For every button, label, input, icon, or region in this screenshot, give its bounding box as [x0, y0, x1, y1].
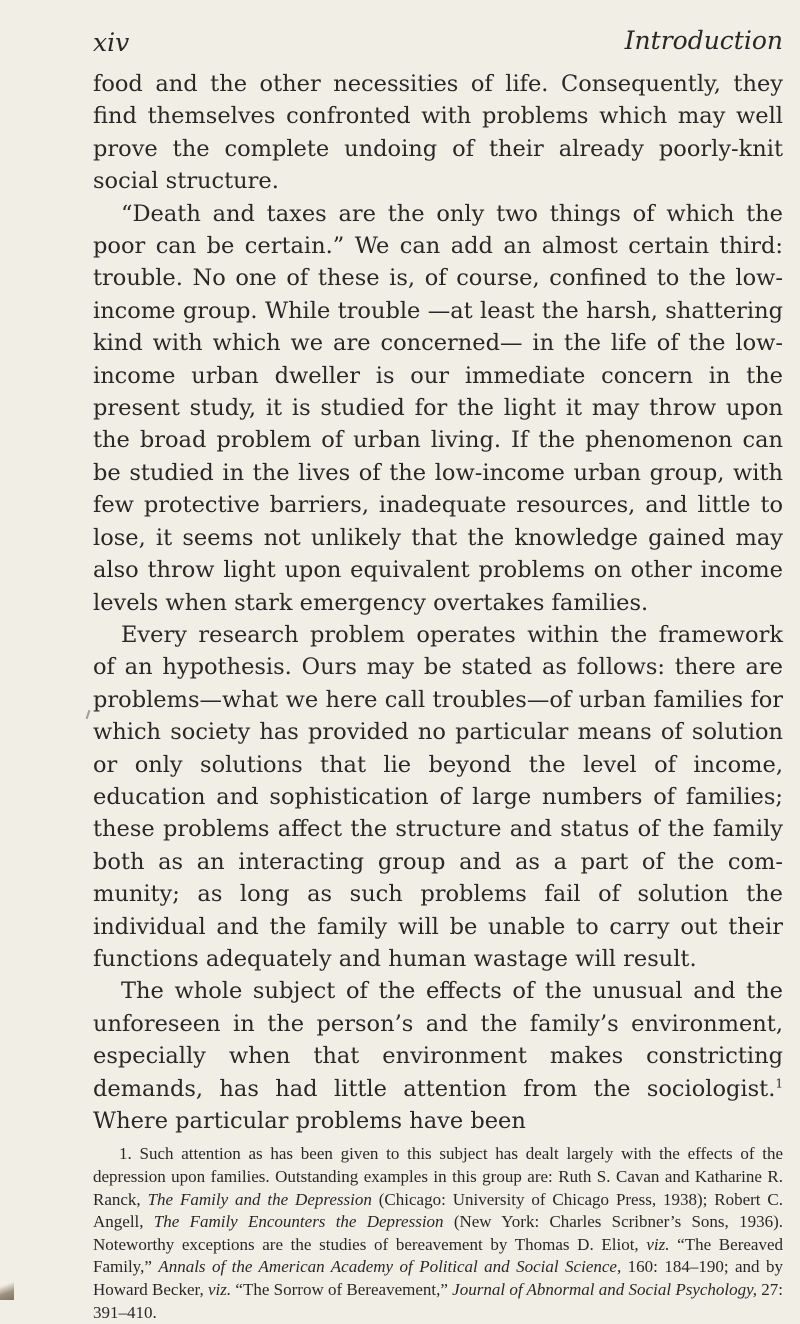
footnote-1: [93, 1143, 783, 1324]
footnote-text: (Chicago: University of Chicago Press, 1938); Robert C. Angell,: [93, 1189, 783, 1232]
running-head: [93, 0, 783, 64]
book-title: The Family and the Depression: [147, 1189, 372, 1209]
footnote-text: Such attention as has been given to this subject has dealt largely with the effects of the depression upon families. Outstanding examples in this group are: Ruth S. Cavan and Katharine R. Ranck,: [93, 1144, 784, 1209]
journal-title: Journal of Abnormal and Social Psychology,: [452, 1279, 757, 1299]
margin-mark: [86, 710, 91, 719]
chapter-title: Introduction: [624, 26, 783, 55]
footnote-text: 160: 184–190; and by Howard Becker,: [93, 1257, 783, 1299]
footnote-reference: 1: [775, 1076, 783, 1091]
paragraph-text-tail: Where particular problems have been: [93, 1108, 526, 1134]
paragraph-continuation: food and the other necessities of life. Consequently, they find themselves confronted with problems which may well prove the complete undoing of their already poorly-knit social structure.: [93, 71, 783, 195]
page-number: xiv: [93, 28, 130, 57]
journal-title: Annals of the American Academy of Political and Social Science,: [158, 1257, 622, 1277]
paragraph-death-and-taxes: “Death and taxes are the only two things of which the poor can be certain.” We can add an almost certain third: trouble. No one of these is, of course, confined to the low-income group. While trouble —at least the harsh, shattering kind with which we are concerned— in the life of the low-income urban dweller is our immediate concern in the present study, it is studied for the light it may throw upon the broad problem of urban living. If the phenomenon can be studied in the lives of the low-income urban group, with few protective barriers, inadequate resources, and little to lose, it seems not unlikely that the knowledge gained may also throw light upon equivalent problems on other income levels when stark emergency overtakes families.: [93, 200, 783, 616]
book-title: The Family Encounters the Depression: [153, 1212, 444, 1232]
footnote-text: “The Sorrow of Bereavement,”: [231, 1279, 453, 1299]
footnote: [93, 1143, 783, 1324]
footnote-text: (New York: Charles Scribner’s Sons, 1936). Noteworthy exceptions are the studies of bereavement by Thomas D. Eliot,: [93, 1212, 783, 1254]
book-page: [93, 0, 783, 1324]
viz-abbrev: viz.: [646, 1234, 670, 1254]
body-text: [93, 68, 783, 1137]
paragraph-hypothesis: Every research problem operates within the framework of an hypothesis. Ours may be stated as follows: there are problems—what we here call troubles—of urban families for which society has provided no particular means of solution or only solutions that lie beyond the level of income, education and sophistication of large numbers of families; these problems affect the structure and status of the family both as an interacting group and as a part of the community; as long as such problems fail of solution the individual and the family will be unable to carry out their functions adequately and human wastage will result.: [93, 621, 783, 972]
paragraph-text: The whole subject of the effects of the unusual and the unforeseen in the person’s and the family’s environment, especially when that environment makes constricting demands, has had little attention from the sociologist.: [93, 978, 783, 1102]
footnote-number: 1.: [119, 1144, 140, 1164]
paragraph-effects-of-unusual: [93, 975, 783, 1137]
viz-abbrev: viz.: [208, 1279, 232, 1299]
footnote-text: 27: 391–410.: [93, 1279, 783, 1322]
page-corner-shadow: [0, 1274, 14, 1300]
footnote-text: “The Bereaved Family,”: [93, 1234, 783, 1277]
